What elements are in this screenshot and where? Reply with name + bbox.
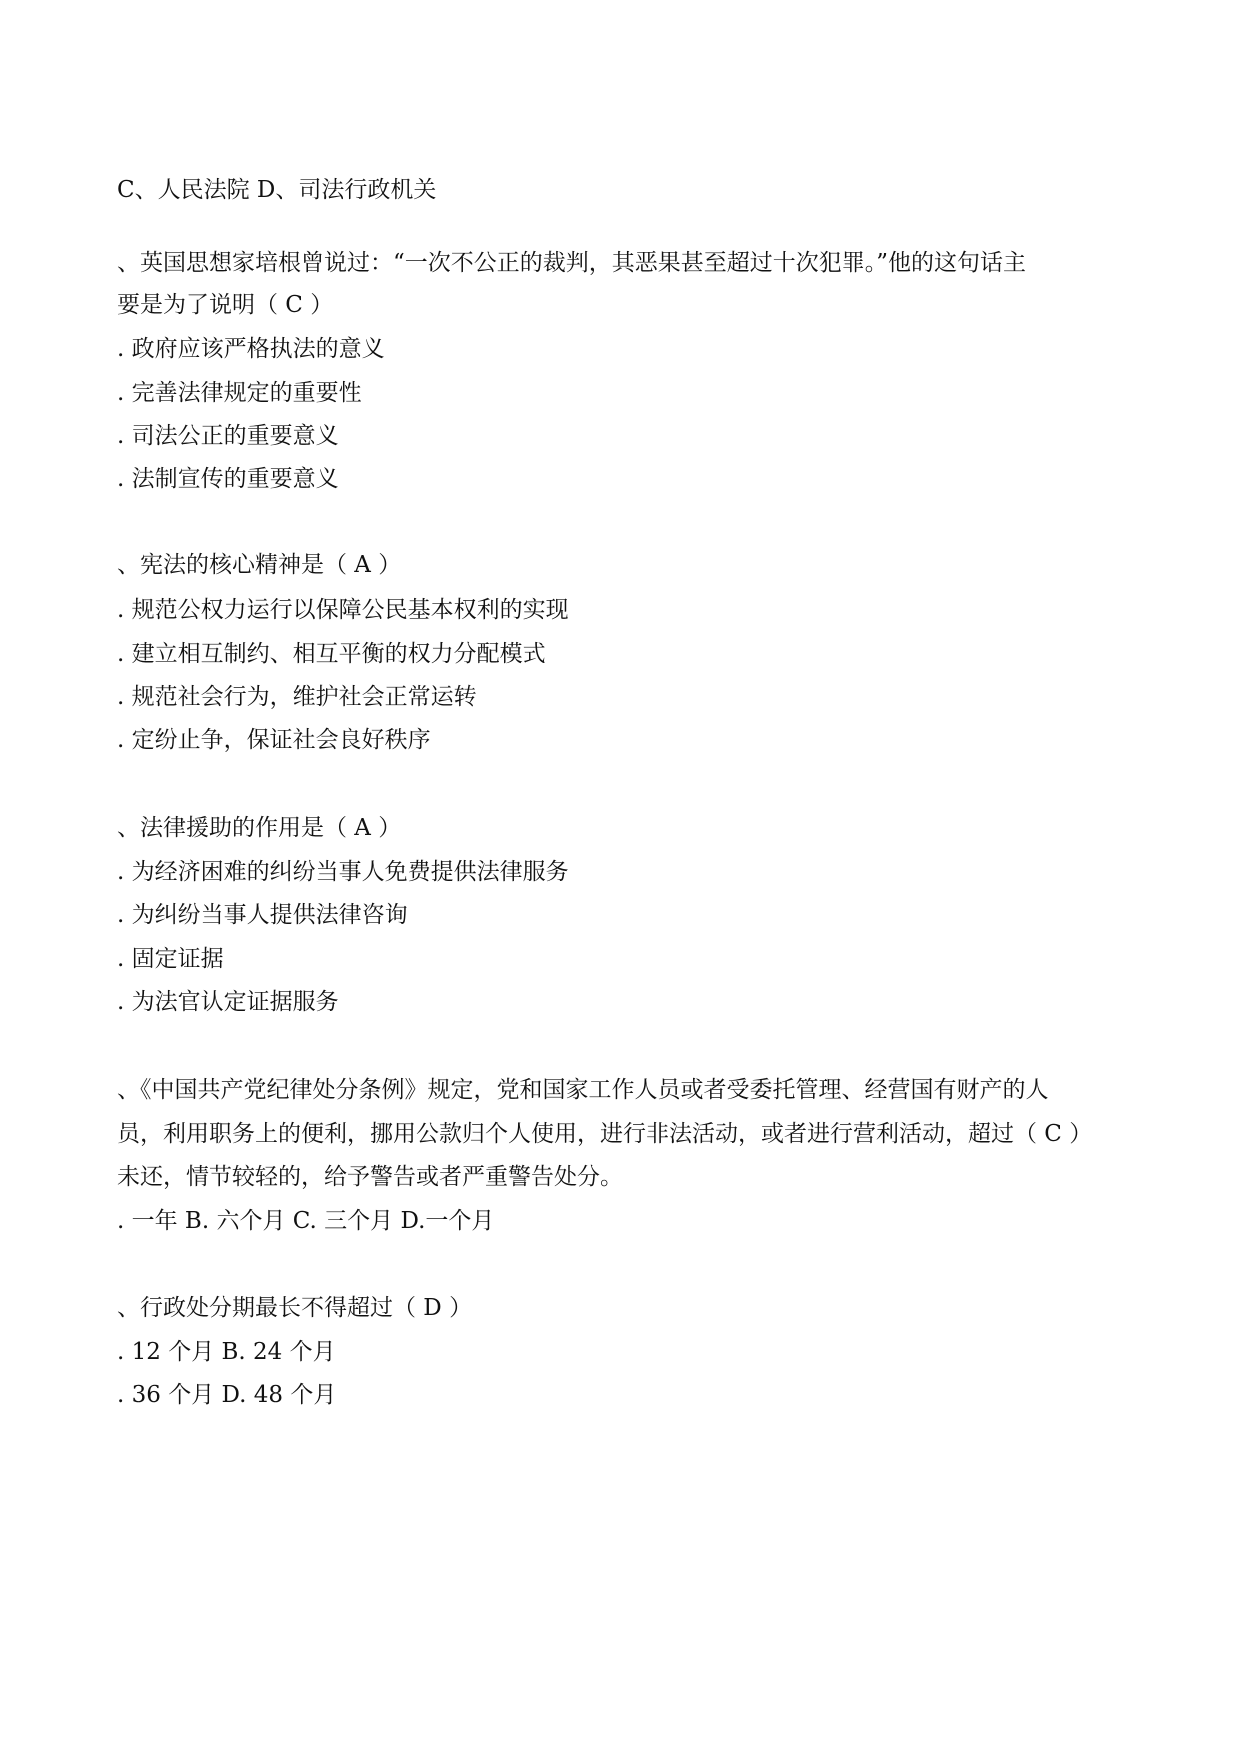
answer-option: . 建立相互制约、相互平衡的权力分配模式 <box>117 641 546 667</box>
answer-option: . 法制宣传的重要意义 <box>117 466 339 492</box>
answer-option: . 12 个月 B. 24 个月 <box>117 1339 336 1365</box>
question-stem: 要是为了说明（ C ） <box>117 292 334 318</box>
question-stem: 员，利用职务上的便利，挪用公款归个人使用，进行非法活动，或者进行营利活动，超过（ C ） <box>117 1121 1093 1147</box>
answer-option: . 36 个月 D. 48 个月 <box>117 1382 337 1408</box>
question-stem: 未还，情节较轻的，给予警告或者严重警告处分。 <box>117 1164 623 1190</box>
answer-option: . 一年 B. 六个月 C. 三个月 D.一个月 <box>117 1208 495 1234</box>
answer-option: . 规范公权力运行以保障公民基本权利的实现 <box>117 597 569 623</box>
text-line: C、人民法院 D、司法行政机关 <box>117 177 437 203</box>
answer-option: . 司法公正的重要意义 <box>117 423 339 449</box>
answer-option: . 完善法律规定的重要性 <box>117 380 362 406</box>
answer-option: . 为经济困难的纠纷当事人免费提供法律服务 <box>117 859 569 885</box>
answer-option: . 为纠纷当事人提供法律咨询 <box>117 902 408 928</box>
question-stem: 、《中国共产党纪律处分条例》规定，党和国家工作人员或者受委托管理、经营国有财产的人 <box>117 1077 1049 1103</box>
answer-option: . 政府应该严格执法的意义 <box>117 336 385 362</box>
answer-option: . 固定证据 <box>117 946 224 972</box>
answer-option: . 为法官认定证据服务 <box>117 989 339 1015</box>
question-stem: 、法律援助的作用是（ A ） <box>117 815 402 841</box>
answer-option: . 定纷止争，保证社会良好秩序 <box>117 727 431 753</box>
question-stem: 、行政处分期最长不得超过（ D ） <box>117 1295 473 1321</box>
answer-option: . 规范社会行为，维护社会正常运转 <box>117 684 477 710</box>
question-stem: 、英国思想家培根曾说过：“一次不公正的裁判，其恶果甚至超过十次犯罪。”他的这句话主 <box>117 250 1027 276</box>
question-stem: 、宪法的核心精神是（ A ） <box>117 552 402 578</box>
